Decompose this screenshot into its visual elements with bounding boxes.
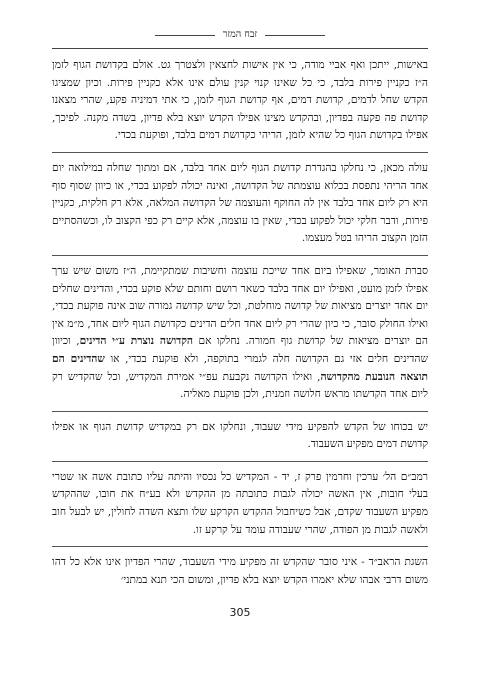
header-rule-right: [265, 35, 325, 36]
text-run: , וכיוון שהדינים חלים אזי גם הקדושה חלה לגמרי בתוקפה, ולא פוקעת בכדי, או: [52, 335, 429, 365]
text-block: [52, 554, 428, 596]
paragraph: [52, 469, 428, 539]
text-run: רמב״ם הל׳ ערכין וחרמין פרק ז, יד - המקדיש כל נכסיו והיתה עליו כתובת אשה או שטרי בעלי חובות, אין האשה יכולה לגבות כתובתה מן ההקדש ולא בע״ח את חובו, שההקדש מפקיע השעבוד שקדם, אבל כשיחבול ההקדש הקרקע שלו ותצא השדה לחולין, יש לבעל חוב ולאשה לגבות מן הפודה, שהרי שעבודה עומד על קרקע זו.: [52, 470, 428, 536]
text-run: באישות, ייתכן ואף אביי מודה, כי אין אישות לחצאין ולצטרך גט. אולם בקדושת הגוף לזמן ה״ז כקניין פירות בלבד, כי כל שאינו קנוי קנין עולם אינו אלא כקניין פירות. וכיון שמציגו הקדש שחל לדמים, קדושת דמים, אף קדושת הגוף לזמן, כי אתי דמיניה פקע, שהרי מצאנו קדושת פה פקעה בפדיון, ובהקדש מצינו אפילו הקדש יוצא בלא פדיון, בשדה מקנה. לפיכך, אפילו בקדושת הגוף כל שהיא לזמן, הריהי כקדושת דמים בלבד, ופוקעת בכדי.: [52, 59, 428, 142]
paragraph: [52, 160, 428, 248]
bold-phrase: הקדושה נוצרת ע״י הדינים: [79, 335, 194, 348]
text-block: [52, 57, 428, 153]
text-block: [52, 160, 428, 256]
text-block: [52, 469, 428, 547]
paragraph: [52, 57, 428, 145]
text-block: [52, 419, 428, 462]
running-header: [52, 28, 428, 42]
header-rule-left: [155, 35, 215, 36]
text-run: , ואילו הקדושה נקבעת עפ״י אמירת המקדיש, וכל שהקדיש רק ליום אחד הקדשתו מראש חלושה וזמנית, ולכן פוקעת מאליה.: [52, 370, 428, 401]
page-number: 305: [229, 606, 251, 619]
text-run: עולה מכאן, כי נחלקו בהגדרת קדושת הגוף ליום אחד בלבד, אם ומתוך שחלה במילואה יום אחד הריהי נתפסת בכלוא עוצמתה של הקדושה, ואינה יכולה לפקוע בכדי, או כיוון שסוף סוף היא רק ליום אחד בלבד אין לה החוקף והעוצמה של הקדושה המלאה, אלא רק חלקית, כקניין פירות, ודבר חלקי יכול לפקוע בכדי, שאין בו עוצמה, אלא קיים רק כפי הקצוב לו, וכשהסתיים הזמן הקצוב הריהו בטל מעצמו.: [52, 161, 428, 245]
text-run: השגת הראב״ד - איני סובר שהקדש זה מפקיע מידי השעבוד, שהרי הפדיון אינו אלא כל דהו משום דרבי אבהו שלא יאמרו הקדש יוצא בלא פדיון, ומשום הכי תנא במתני׳: [52, 556, 428, 586]
paragraph: [52, 554, 428, 589]
text-block: [52, 263, 428, 412]
running-header-title: זבח המזר: [222, 29, 258, 40]
text-run: סברת האומר, שאפילו ביום אחד שייכת עוצמה וחשיבות שמתקיימת, ה״ז משום שיש ערך אפילו לזמן מועט, ואפילו יום אחד בלבד כשאר רושם וחותם שלא פוקע בכדי, והדינים שחלים יום אחד יוצרים מציאות של קדושה מוחלטת, וכל שיש קדושה גמורה שוב אינה פוקעת בכדי, ואילו החולק סובר, כי כיון שהרי רק ליום אחד חלים הדינים כקדושת הגוף ליום אחד, מ״מ אין הם יוצרים מציאות של קדושת גוף חמורה. נחלקו אם: [52, 264, 428, 348]
text-run: יש בכוחו של הקדש להפקיע מידי שעבוד, ונחלקו אם רק במקדיש קדושת הגוף או אפילו קדושת דמים מפקיע השעבוד.: [52, 420, 428, 451]
bold-phrase: שהדינים הם תוצאה הנובעת מהקדושה: [52, 352, 429, 383]
paragraph: [52, 419, 428, 454]
header-divider: [52, 48, 428, 49]
paragraph: [52, 263, 428, 404]
page-body: [52, 57, 428, 596]
